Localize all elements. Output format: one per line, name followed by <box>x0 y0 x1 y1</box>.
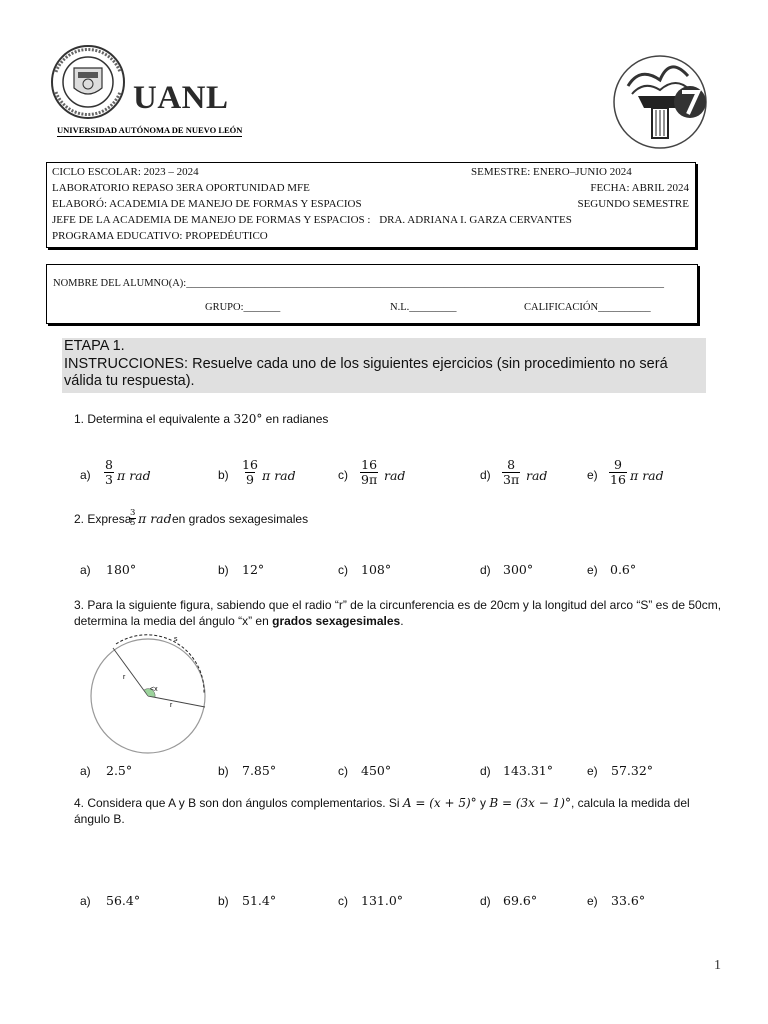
q2-math: π rad <box>138 511 172 526</box>
nl-field[interactable]: N.L._________ <box>390 302 457 313</box>
q2-option-e-letter: e) <box>587 563 598 577</box>
q1-option-b-after: π rad <box>262 468 296 483</box>
q3-option-c[interactable]: 450° <box>361 763 392 778</box>
elaboro: ELABORÓ: ACADEMIA DE MANEJO DE FORMAS Y ESPACIOS <box>52 198 362 210</box>
ciclo-escolar: CICLO ESCOLAR: 2023 – 2024 <box>52 166 199 178</box>
fecha: FECHA: ABRIL 2024 <box>590 182 689 194</box>
etapa-section <box>62 338 706 393</box>
q1-option-e-after: π rad <box>630 468 664 483</box>
grupo-field[interactable]: GRUPO:_______ <box>205 302 281 313</box>
q1-text-post: en radianes <box>262 412 329 426</box>
q1-option-a-letter: a) <box>80 468 91 482</box>
q2-text-pre: 2. Expresa <box>74 512 132 526</box>
q2-option-c-letter: c) <box>338 563 348 577</box>
q3-option-d-letter: d) <box>480 764 491 778</box>
programa-educativo: PROGRAMA EDUCATIVO: PROPEDÉUTICO <box>52 230 268 242</box>
radius-r-label-1: r <box>123 674 126 681</box>
q3-option-a[interactable]: 2.5° <box>106 763 133 778</box>
q3-option-b[interactable]: 7.85° <box>242 763 277 778</box>
q1-option-c-fraction[interactable]: $\frac{16}{9\pi}$ <box>361 457 378 487</box>
calificacion-field[interactable]: CALIFICACIÓN__________ <box>524 302 651 313</box>
q2-option-b[interactable]: 12° <box>242 562 265 577</box>
q2-option-a-letter: a) <box>80 563 91 577</box>
angle-x-label: <x <box>150 686 158 693</box>
q1-math: 320° <box>233 412 263 426</box>
q4-math-b: B = (3x − 1)° <box>489 796 571 810</box>
q2-fraction: $\frac{3}{5}$ <box>130 508 136 528</box>
q4-option-b[interactable]: 51.4° <box>242 893 277 908</box>
segundo-semestre: SEGUNDO SEMESTRE <box>577 198 689 210</box>
jefe-name: DRA. ADRIANA I. GARZA CERVANTES <box>379 214 572 226</box>
course-info-box <box>46 162 696 248</box>
q4-line1-pre: 4. Considera que A y B son don ángulos complementarios. Si <box>74 796 403 810</box>
q4-option-a[interactable]: 56.4° <box>106 893 141 908</box>
etapa-title: ETAPA 1. <box>64 338 125 354</box>
q4-option-e[interactable]: 33.6° <box>611 893 646 908</box>
university-short-name: UANL <box>133 80 229 116</box>
q2-option-c[interactable]: 108° <box>361 562 392 577</box>
q4-option-c-letter: c) <box>338 894 348 908</box>
q4-option-d-letter: d) <box>480 894 491 908</box>
semestre: SEMESTRE: ENERO–JUNIO 2024 <box>471 166 632 178</box>
q1-option-d-after: rad <box>526 468 548 483</box>
student-info-box <box>46 264 698 324</box>
q1-option-c-letter: c) <box>338 468 348 482</box>
question-4-line2: ángulo B. <box>74 812 125 826</box>
q3-line2-post: . <box>400 614 404 628</box>
q3-option-a-letter: a) <box>80 764 91 778</box>
q3-option-d[interactable]: 143.31° <box>503 763 553 778</box>
q2-option-d[interactable]: 300° <box>503 562 534 577</box>
q2-option-b-letter: b) <box>218 563 229 577</box>
q1-option-e-letter: e) <box>587 468 598 482</box>
q4-y: y <box>476 796 490 810</box>
q2-option-d-letter: d) <box>480 563 491 577</box>
laboratorio: LABORATORIO REPASO 3ERA OPORTUNIDAD MFE <box>52 182 310 194</box>
nombre-field[interactable]: NOMBRE DEL ALUMNO(A):___________________________________________________________________________________________ <box>53 278 664 289</box>
q4-math-a: A = (x + 5)° <box>402 796 477 810</box>
q1-option-d-letter: d) <box>480 468 491 482</box>
etapa-instructions: INSTRUCCIONES: Resuelve cada uno de los siguientes ejercicios (sin procedimiento no será válida tu respuesta). <box>64 355 668 389</box>
q1-text-pre: 1. Determina el equivalente a <box>74 412 234 426</box>
q1-option-a-after: π rad <box>117 468 151 483</box>
q2-option-a[interactable]: 180° <box>106 562 137 577</box>
question-3-line2 <box>74 613 404 629</box>
q4-option-c[interactable]: 131.0° <box>361 893 404 908</box>
q3-option-e-letter: e) <box>587 764 598 778</box>
q1-option-a-fraction[interactable]: $\frac{8}{3}$ <box>105 457 113 487</box>
uanl-seal-logo <box>44 44 132 120</box>
question-2 <box>74 511 131 527</box>
q4-option-a-letter: a) <box>80 894 91 908</box>
jefe-label: JEFE DE LA ACADEMIA DE MANEJO DE FORMAS Y ESPACIOS : <box>52 214 371 226</box>
q1-option-c-after: rad <box>384 468 406 483</box>
q4-option-d[interactable]: 69.6° <box>503 893 538 908</box>
q3-option-e[interactable]: 57.32° <box>611 763 654 778</box>
q3-line2-pre: determina la media del ángulo “x” en <box>74 614 273 628</box>
q4-option-b-letter: b) <box>218 894 229 908</box>
q4-line1-post: , calcula la medida del <box>570 796 690 810</box>
question-1 <box>74 411 328 427</box>
q1-option-d-fraction[interactable]: $\frac{8}{3\pi}$ <box>503 457 520 487</box>
university-full-name: UNIVERSIDAD AUTÓNOMA DE NUEVO LEÓN <box>57 125 243 135</box>
q3-option-c-letter: c) <box>338 764 348 778</box>
q2-option-e[interactable]: 0.6° <box>610 562 637 577</box>
page-number: 1 <box>714 958 721 973</box>
q1-option-b-letter: b) <box>218 468 229 482</box>
q4-option-e-letter: e) <box>587 894 598 908</box>
q3-circle-figure <box>86 632 216 758</box>
arc-s-label: s <box>174 636 178 643</box>
q3-option-b-letter: b) <box>218 764 229 778</box>
preparatoria-7-logo <box>610 46 710 154</box>
q2-text-post: en grados sexagesimales <box>172 512 309 526</box>
q1-option-b-fraction[interactable]: $\frac{16}{9}$ <box>242 457 258 487</box>
question-3-line1: 3. Para la siguiente figura, sabiendo que el radio “r” de la circunferencia es de 20cm y la longitud del arco “S” es de 50cm, <box>74 598 722 612</box>
radius-r-label-2: r <box>170 702 173 709</box>
question-4-line1 <box>74 795 690 811</box>
q1-option-e-fraction[interactable]: $\frac{9}{16}$ <box>610 457 626 487</box>
q3-line2-bold: grados sexagesimales <box>272 614 401 628</box>
